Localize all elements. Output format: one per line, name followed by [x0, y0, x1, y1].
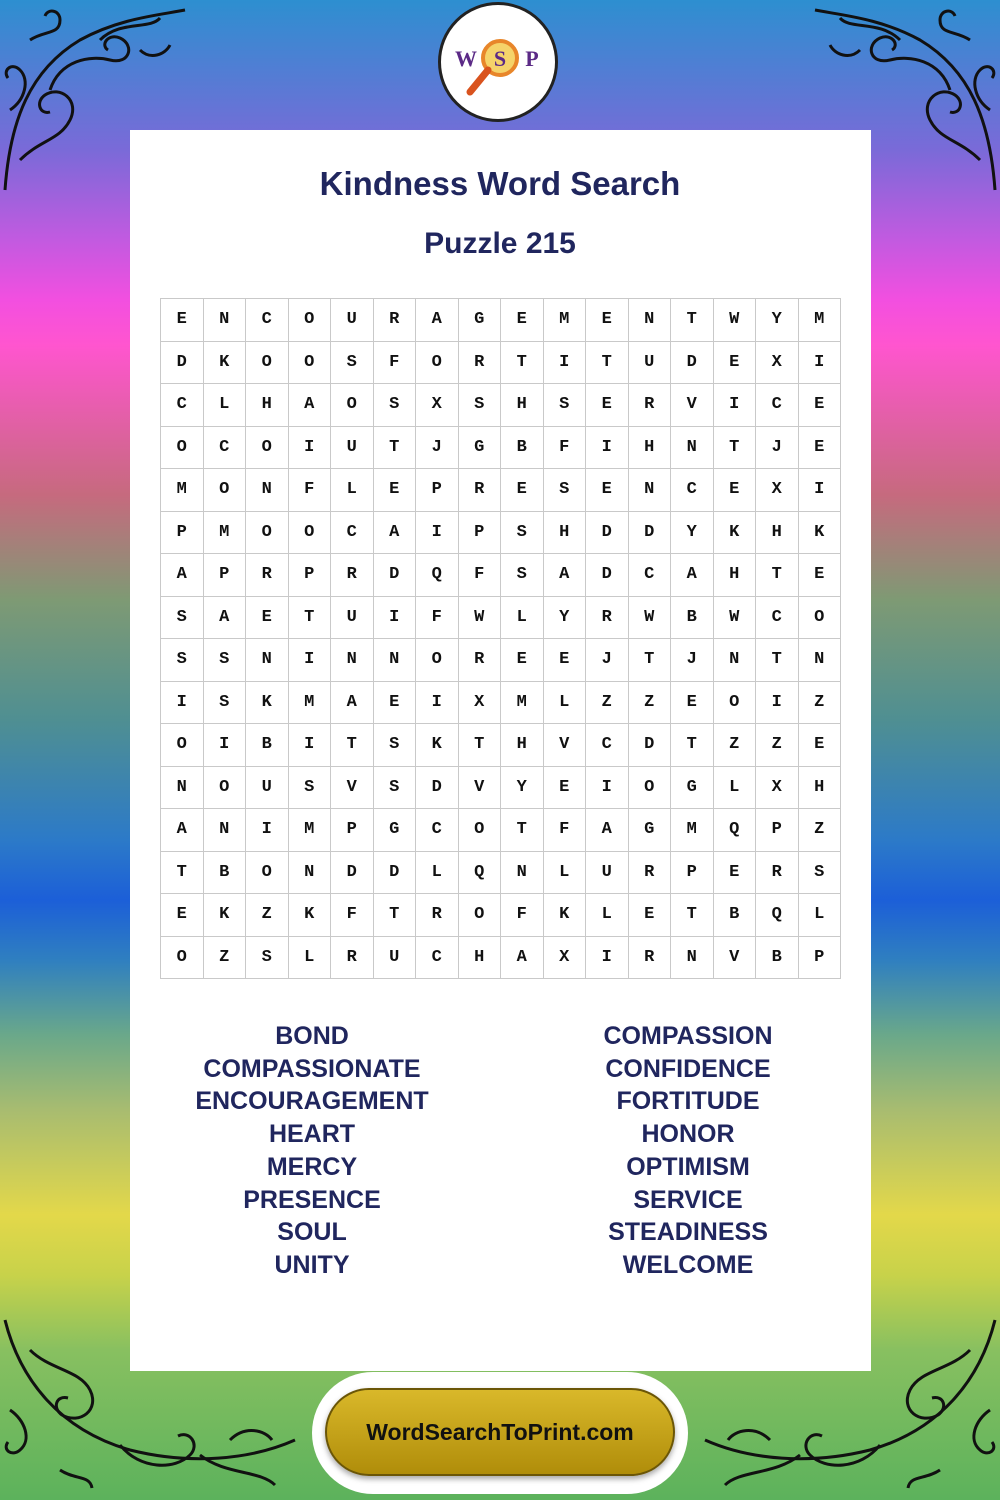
grid-cell: S — [204, 639, 247, 682]
grid-cell: I — [289, 639, 332, 682]
grid-cell: C — [756, 597, 799, 640]
grid-cell: G — [459, 299, 502, 342]
grid-cell: D — [331, 852, 374, 895]
word-list-item: SERVICE — [633, 1185, 743, 1214]
grid-cell: S — [544, 384, 587, 427]
grid-cell: W — [714, 299, 757, 342]
grid-cell: V — [459, 767, 502, 810]
grid-cell: S — [799, 852, 842, 895]
grid-cell: L — [714, 767, 757, 810]
grid-cell: N — [204, 299, 247, 342]
grid-cell: N — [246, 639, 289, 682]
grid-cell: S — [204, 682, 247, 725]
grid-cell: I — [416, 512, 459, 555]
grid-cell: L — [416, 852, 459, 895]
grid-cell: N — [161, 767, 204, 810]
grid-cell: F — [331, 894, 374, 937]
grid-cell: M — [289, 809, 332, 852]
grid-cell: N — [331, 639, 374, 682]
word-list-item: ENCOURAGEMENT — [195, 1087, 429, 1116]
grid-cell: M — [544, 299, 587, 342]
puzzle-number: Puzzle 215 — [424, 227, 576, 260]
grid-cell: O — [161, 427, 204, 470]
grid-cell: O — [459, 809, 502, 852]
grid-cell: K — [246, 682, 289, 725]
grid-cell: J — [756, 427, 799, 470]
grid-cell: O — [714, 682, 757, 725]
grid-cell: C — [161, 384, 204, 427]
grid-cell: I — [586, 937, 629, 980]
grid-cell: A — [289, 384, 332, 427]
page-title: Kindness Word Search — [319, 165, 681, 202]
grid-cell: C — [416, 809, 459, 852]
grid-cell: T — [714, 427, 757, 470]
grid-cell: M — [799, 299, 842, 342]
grid-cell: P — [416, 469, 459, 512]
grid-cell: P — [799, 937, 842, 980]
grid-cell: S — [374, 384, 417, 427]
grid-cell: K — [799, 512, 842, 555]
grid-cell: A — [161, 554, 204, 597]
word-list-item: HEART — [268, 1120, 356, 1149]
wsp-logo — [438, 2, 558, 122]
grid-cell: E — [799, 427, 842, 470]
grid-cell: U — [331, 597, 374, 640]
grid-cell: N — [671, 427, 714, 470]
grid-cell: E — [544, 639, 587, 682]
grid-cell: T — [501, 809, 544, 852]
grid-cell: R — [629, 852, 672, 895]
grid-cell: T — [629, 639, 672, 682]
grid-cell: T — [756, 554, 799, 597]
grid-cell: I — [586, 767, 629, 810]
grid-cell: T — [459, 724, 502, 767]
grid-cell: W — [629, 597, 672, 640]
word-list-item: WELCOME — [622, 1250, 754, 1279]
grid-cell: T — [756, 639, 799, 682]
grid-cell: B — [501, 427, 544, 470]
grid-cell: O — [799, 597, 842, 640]
grid-cell: M — [204, 512, 247, 555]
grid-cell: F — [459, 554, 502, 597]
grid-cell: C — [246, 299, 289, 342]
grid-cell: S — [544, 469, 587, 512]
grid-cell: F — [544, 809, 587, 852]
grid-cell: B — [204, 852, 247, 895]
grid-cell: D — [671, 342, 714, 385]
grid-cell: C — [586, 724, 629, 767]
grid-cell: H — [459, 937, 502, 980]
grid-cell: A — [161, 809, 204, 852]
grid-cell: G — [374, 809, 417, 852]
grid-cell: T — [331, 724, 374, 767]
grid-cell: M — [289, 682, 332, 725]
grid-cell: R — [629, 384, 672, 427]
grid-cell: V — [671, 384, 714, 427]
grid-cell: P — [289, 554, 332, 597]
grid-cell: E — [586, 384, 629, 427]
grid-cell: N — [501, 852, 544, 895]
word-list-item: UNITY — [274, 1250, 350, 1279]
grid-cell: T — [586, 342, 629, 385]
grid-cell: J — [416, 427, 459, 470]
grid-cell: O — [246, 512, 289, 555]
grid-cell: T — [671, 894, 714, 937]
grid-cell: O — [246, 342, 289, 385]
word-list-item: MERCY — [266, 1152, 358, 1181]
grid-cell: C — [629, 554, 672, 597]
grid-cell: E — [629, 894, 672, 937]
website-link-button[interactable]: WordSearchToPrint.com — [325, 1388, 675, 1476]
grid-cell: E — [799, 554, 842, 597]
grid-cell: I — [374, 597, 417, 640]
grid-cell: D — [586, 512, 629, 555]
grid-cell: P — [671, 852, 714, 895]
grid-cell: C — [756, 384, 799, 427]
grid-cell: Q — [416, 554, 459, 597]
grid-cell: H — [799, 767, 842, 810]
grid-cell: K — [416, 724, 459, 767]
grid-cell: N — [289, 852, 332, 895]
grid-cell: A — [374, 512, 417, 555]
grid-cell: Z — [204, 937, 247, 980]
grid-cell: E — [799, 384, 842, 427]
grid-cell: L — [501, 597, 544, 640]
grid-cell: Z — [586, 682, 629, 725]
grid-cell: I — [714, 384, 757, 427]
grid-cell: H — [544, 512, 587, 555]
grid-cell: T — [374, 427, 417, 470]
grid-cell: L — [544, 682, 587, 725]
grid-cell: T — [161, 852, 204, 895]
grid-cell: S — [161, 597, 204, 640]
grid-cell: S — [374, 724, 417, 767]
grid-cell: B — [714, 894, 757, 937]
grid-cell: B — [756, 937, 799, 980]
grid-cell: Z — [756, 724, 799, 767]
grid-cell: O — [246, 427, 289, 470]
letter-grid — [160, 298, 841, 979]
grid-cell: S — [161, 639, 204, 682]
grid-cell: L — [204, 384, 247, 427]
grid-cell: L — [331, 469, 374, 512]
grid-cell: P — [756, 809, 799, 852]
grid-cell: V — [544, 724, 587, 767]
grid-cell: F — [374, 342, 417, 385]
grid-cell: O — [629, 767, 672, 810]
grid-cell: P — [331, 809, 374, 852]
grid-cell: E — [374, 682, 417, 725]
grid-cell: O — [161, 724, 204, 767]
grid-cell: I — [161, 682, 204, 725]
grid-cell: W — [714, 597, 757, 640]
word-list-item: FORTITUDE — [616, 1087, 760, 1116]
grid-cell: A — [204, 597, 247, 640]
grid-cell: J — [671, 639, 714, 682]
grid-cell: V — [331, 767, 374, 810]
grid-cell: D — [161, 342, 204, 385]
grid-cell: A — [501, 937, 544, 980]
grid-cell: N — [629, 469, 672, 512]
grid-cell: H — [501, 384, 544, 427]
grid-cell: J — [586, 639, 629, 682]
grid-cell: X — [416, 384, 459, 427]
grid-cell: F — [501, 894, 544, 937]
word-list-item: STEADINESS — [608, 1218, 768, 1247]
grid-cell: R — [374, 299, 417, 342]
grid-cell: A — [331, 682, 374, 725]
grid-cell: W — [459, 597, 502, 640]
grid-cell: R — [586, 597, 629, 640]
grid-cell: H — [501, 724, 544, 767]
grid-cell: P — [459, 512, 502, 555]
grid-cell: O — [459, 894, 502, 937]
grid-cell: R — [629, 937, 672, 980]
grid-cell: T — [374, 894, 417, 937]
grid-cell: D — [586, 554, 629, 597]
grid-cell: U — [331, 299, 374, 342]
grid-cell: R — [459, 342, 502, 385]
logo-letter-s: S — [493, 46, 507, 71]
grid-cell: I — [586, 427, 629, 470]
grid-cell: F — [416, 597, 459, 640]
grid-cell: L — [289, 937, 332, 980]
grid-cell: O — [161, 937, 204, 980]
grid-cell: E — [374, 469, 417, 512]
grid-cell: Z — [799, 809, 842, 852]
grid-cell: I — [799, 342, 842, 385]
grid-cell: L — [544, 852, 587, 895]
grid-cell: K — [544, 894, 587, 937]
grid-cell: L — [586, 894, 629, 937]
grid-cell: T — [671, 724, 714, 767]
grid-cell: P — [204, 554, 247, 597]
word-list-item: CONFIDENCE — [605, 1054, 771, 1083]
word-list-right — [508, 1020, 868, 1282]
logo-letter-w: W — [455, 46, 477, 71]
grid-cell: E — [586, 469, 629, 512]
grid-cell: E — [799, 724, 842, 767]
grid-cell: I — [799, 469, 842, 512]
grid-cell: U — [374, 937, 417, 980]
grid-cell: O — [204, 469, 247, 512]
word-list-item: HONOR — [641, 1120, 735, 1149]
word-list-item: COMPASSIONATE — [203, 1054, 421, 1083]
grid-cell: T — [289, 597, 332, 640]
grid-cell: Y — [756, 299, 799, 342]
grid-cell: F — [544, 427, 587, 470]
grid-cell: I — [246, 809, 289, 852]
grid-cell: X — [756, 469, 799, 512]
grid-cell: S — [501, 512, 544, 555]
grid-cell: H — [714, 554, 757, 597]
grid-cell: S — [374, 767, 417, 810]
grid-cell: Y — [544, 597, 587, 640]
grid-cell: K — [714, 512, 757, 555]
grid-cell: F — [289, 469, 332, 512]
grid-cell: M — [501, 682, 544, 725]
grid-cell: N — [671, 937, 714, 980]
grid-cell: L — [799, 894, 842, 937]
grid-cell: H — [629, 427, 672, 470]
grid-cell: N — [799, 639, 842, 682]
grid-cell: P — [161, 512, 204, 555]
grid-cell: O — [289, 512, 332, 555]
grid-cell: Q — [756, 894, 799, 937]
grid-cell: S — [501, 554, 544, 597]
word-list-item: COMPASSION — [603, 1022, 773, 1050]
grid-cell: S — [289, 767, 332, 810]
grid-cell: I — [289, 427, 332, 470]
grid-cell: D — [374, 852, 417, 895]
grid-cell: O — [416, 639, 459, 682]
grid-cell: Z — [629, 682, 672, 725]
grid-cell: D — [416, 767, 459, 810]
grid-cell: Z — [799, 682, 842, 725]
grid-cell: S — [459, 384, 502, 427]
grid-cell: I — [416, 682, 459, 725]
grid-cell: I — [289, 724, 332, 767]
grid-cell: G — [629, 809, 672, 852]
grid-cell: E — [161, 299, 204, 342]
grid-cell: V — [714, 937, 757, 980]
grid-cell: E — [501, 299, 544, 342]
grid-cell: E — [714, 469, 757, 512]
grid-cell: U — [246, 767, 289, 810]
grid-cell: Q — [459, 852, 502, 895]
word-list-item: PRESENCE — [243, 1185, 381, 1214]
grid-cell: T — [671, 299, 714, 342]
grid-cell: X — [459, 682, 502, 725]
grid-cell: E — [671, 682, 714, 725]
grid-cell: O — [204, 767, 247, 810]
grid-cell: N — [629, 299, 672, 342]
grid-cell: G — [459, 427, 502, 470]
grid-cell: Q — [714, 809, 757, 852]
grid-cell: I — [544, 342, 587, 385]
grid-cell: X — [544, 937, 587, 980]
logo-letter-p: P — [525, 46, 539, 71]
grid-cell: U — [629, 342, 672, 385]
grid-cell: C — [416, 937, 459, 980]
grid-cell: E — [586, 299, 629, 342]
word-list-item: BOND — [275, 1022, 349, 1050]
grid-cell: N — [204, 809, 247, 852]
grid-cell: O — [331, 384, 374, 427]
word-list-left — [132, 1020, 492, 1282]
grid-cell: D — [629, 512, 672, 555]
grid-cell: B — [671, 597, 714, 640]
grid-cell: K — [204, 894, 247, 937]
grid-cell: E — [501, 639, 544, 682]
grid-cell: S — [246, 937, 289, 980]
grid-cell: K — [289, 894, 332, 937]
word-list-item: OPTIMISM — [626, 1152, 750, 1181]
grid-cell: D — [629, 724, 672, 767]
grid-cell: R — [331, 554, 374, 597]
grid-cell: O — [246, 852, 289, 895]
grid-cell: G — [671, 767, 714, 810]
grid-cell: X — [756, 767, 799, 810]
grid-cell: D — [374, 554, 417, 597]
grid-cell: B — [246, 724, 289, 767]
grid-cell: O — [416, 342, 459, 385]
grid-cell: A — [544, 554, 587, 597]
grid-cell: R — [416, 894, 459, 937]
grid-cell: Y — [671, 512, 714, 555]
grid-cell: E — [161, 894, 204, 937]
grid-cell: N — [374, 639, 417, 682]
grid-cell: O — [289, 342, 332, 385]
grid-cell: I — [756, 682, 799, 725]
grid-cell: Z — [714, 724, 757, 767]
grid-cell: E — [714, 342, 757, 385]
grid-cell: A — [416, 299, 459, 342]
grid-cell: X — [756, 342, 799, 385]
grid-cell: H — [756, 512, 799, 555]
grid-cell: Z — [246, 894, 289, 937]
grid-cell: M — [671, 809, 714, 852]
grid-cell: Y — [501, 767, 544, 810]
grid-cell: C — [331, 512, 374, 555]
grid-cell: R — [331, 937, 374, 980]
grid-cell: E — [544, 767, 587, 810]
grid-cell: E — [246, 597, 289, 640]
grid-cell: N — [246, 469, 289, 512]
grid-cell: R — [459, 639, 502, 682]
word-list-item: SOUL — [277, 1218, 347, 1247]
grid-cell: T — [501, 342, 544, 385]
grid-cell: E — [501, 469, 544, 512]
grid-cell: N — [714, 639, 757, 682]
grid-cell: C — [671, 469, 714, 512]
grid-cell: A — [671, 554, 714, 597]
grid-cell: U — [586, 852, 629, 895]
grid-cell: C — [204, 427, 247, 470]
grid-cell: R — [459, 469, 502, 512]
grid-cell: S — [331, 342, 374, 385]
grid-cell: K — [204, 342, 247, 385]
grid-cell: E — [714, 852, 757, 895]
grid-cell: A — [586, 809, 629, 852]
grid-cell: O — [289, 299, 332, 342]
grid-cell: R — [246, 554, 289, 597]
grid-cell: R — [756, 852, 799, 895]
grid-cell: H — [246, 384, 289, 427]
grid-cell: M — [161, 469, 204, 512]
grid-cell: U — [331, 427, 374, 470]
grid-cell: I — [204, 724, 247, 767]
